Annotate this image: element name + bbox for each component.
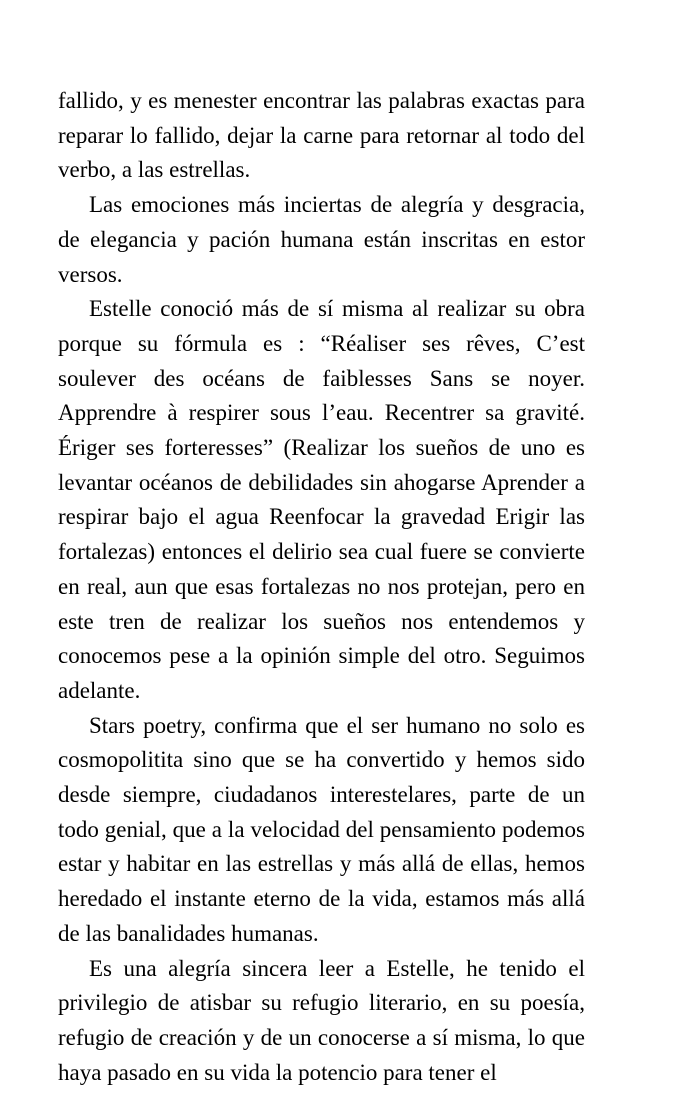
paragraph-estelle-formula: Estelle conoció más de sí misma al realizar su obra porque su fórmula es : “Réaliser ses rêves, C’est soulever des océans de faiblesses Sans se noyer. Apprendre à respirer sous l’eau. Recentrer sa gravité. Ériger ses forteresses” (Realizar los sueños de uno es levantar océanos de debilidades sin ahogarse Aprender a respirar bajo el agua Reenfocar la gravedad Erigir las fortalezas) entonces el delirio sea cual fuere se convierte en real, aun que esas fortalezas no nos protejan, pero en este tren de realizar los sueños nos entendemos y conocemos pese a la opinión simple del otro. Seguimos adelante.: [58, 296, 585, 703]
paragraph-stars-poetry: Stars poetry, confirma que el ser humano no solo es cosmopolitita sino que se ha convertido y hemos sido desde siempre, ciudadanos interestelares, parte de un todo genial, que a la velocidad del pensamiento podemos estar y habitar en las estrellas y más allá de ellas, hemos heredado el instante eterno de la vida, estamos más allá de las banalidades humanas.: [58, 712, 585, 946]
paragraph-continued: fallido, y es menester encontrar las palabras exactas para reparar lo fallido, dejar la carne para retornar al todo del verbo, a las estrellas.: [58, 88, 585, 183]
page-body: [58, 84, 585, 1090]
paragraph-sincere-joy: Es una alegría sincera leer a Estelle, he tenido el privilegio de atisbar su refugio literario, en su poesía, refugio de creación y de un conocerse a sí misma, lo que haya pasado en su vida la potencio para tener el: [58, 955, 585, 1085]
paragraph-emotions: Las emociones más inciertas de alegría y desgracia, de elegancia y pación humana están inscritas en estor versos.: [58, 192, 585, 287]
